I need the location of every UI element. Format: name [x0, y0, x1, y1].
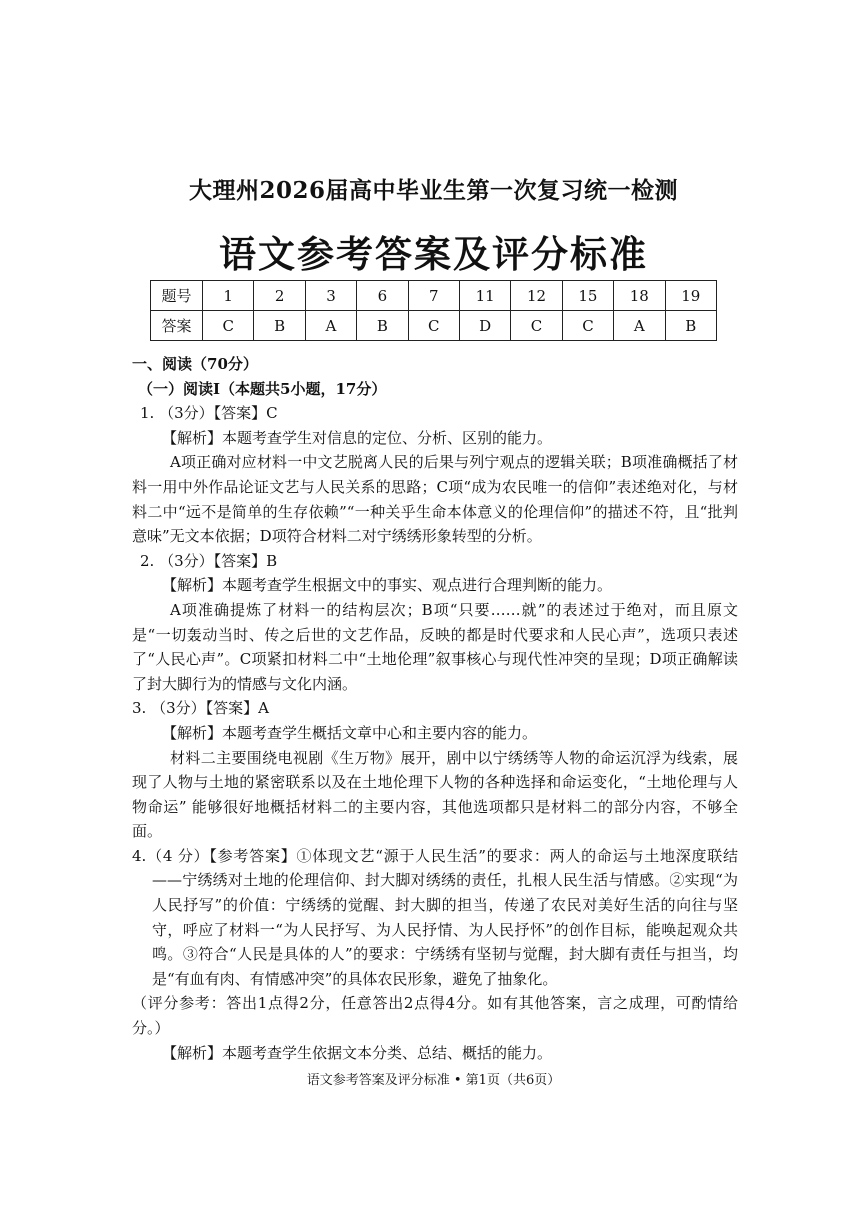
question-number-cell: 7 — [408, 281, 459, 311]
answer-cell: C — [408, 311, 459, 341]
question-3-explanation: 材料二主要围绕电视剧《生万物》展开，剧中以宁绣绣等人物的命运沉浮为线索，展现了人物与土地的紧密联系以及在土地伦理下人物的各种选择和命运变化，“土地伦理与人物命运” 能够很好地概括材料二的主要内容，其他选项都只是材料二的部分内容，不够全面。 — [132, 748, 738, 841]
question-number-cell: 18 — [614, 281, 665, 311]
answer-cell: B — [357, 311, 408, 341]
answer-cell: D — [459, 311, 510, 341]
answer-cell: C — [511, 311, 562, 341]
question-3-analysis: 【解析】本题考查学生概括文章中心和主要内容的能力。 — [162, 723, 538, 742]
question-1-analysis: 【解析】本题考查学生对信息的定位、分析、区别的能力。 — [162, 428, 553, 447]
question-number-cell: 1 — [203, 281, 254, 311]
document-title: 语文参考答案及评分标准 — [219, 232, 648, 276]
question-number-cell: 12 — [511, 281, 562, 311]
answer-table — [150, 280, 717, 341]
question-2-analysis: 【解析】本题考查学生根据文中的事实、观点进行合理判断的能力。 — [162, 576, 613, 595]
subsection-heading: （一）阅读Ⅰ（本题共5小题，17分） — [138, 379, 387, 398]
question-number-cell: 2 — [254, 281, 305, 311]
question-4-scoring-note: （评分参考：答出1点得2分，任意答出2点得4分。如有其他答案，言之成理，可酌情给分。） — [132, 994, 738, 1038]
answer-cell: C — [562, 311, 613, 341]
row-label-number: 题号 — [151, 281, 203, 311]
answer-cell: C — [203, 311, 254, 341]
answer-cell: A — [614, 311, 665, 341]
exam-title: 大理州2026届高中毕业生第一次复习统一检测 — [188, 177, 678, 204]
question-1-explanation: A项正确对应材料一中文艺脱离人民的后果与列宁观点的逻辑关联；B项准确概括了材料一用中外作品论证文艺与人民关系的思路；C项“成为农民唯一的信仰”表述绝对化，与材料二中“远不是简单的生存依赖”“一种关乎生命本体意义的伦理信仰”的描述不符，且“批判意味”无文本依据；D项符合材料二对宁绣绣形象转型的分析。 — [132, 453, 738, 546]
answer-content — [132, 352, 738, 1065]
answer-table-row-numbers — [151, 281, 717, 311]
answer-cell: B — [665, 311, 716, 341]
question-3-answer: 3. （3分）【答案】A — [132, 699, 269, 718]
question-number-cell: 19 — [665, 281, 716, 311]
question-number-cell: 3 — [305, 281, 356, 311]
question-number-cell: 11 — [459, 281, 510, 311]
question-1-answer: 1. （3分）【答案】C — [140, 404, 278, 423]
answer-cell: B — [254, 311, 305, 341]
question-2-explanation: A项准确提炼了材料一的结构层次；B项“只要……就”的表述过于绝对，而且原文是“一切轰动当时、传之后世的文艺作品，反映的都是时代要求和人民心声”，选项只表述了“人民心声”。C项紧扣材料二中“土地伦理”叙事核心与现代性冲突的呈现；D项正确解读了封大脚行为的情感与文化内涵。 — [132, 600, 738, 693]
page-footer: 语文参考答案及评分标准 • 第1页（共6页） — [306, 1073, 561, 1088]
question-4-reference-answer: 4.（4 分）【参考答案】①体现文艺“源于人民生活”的要求：两人的命运与土地深度联结——宁绣绣对土地的伦理信仰、封大脚对绣绣的责任，扎根人民生活与情感。②实现“为人民抒写”的价值：宁绣绣的觉醒、封大脚的担当，传递了农民对美好生活的向往与坚守，呼应了材料一“为人民抒写、为人民抒情、为人民抒怀”的创作目标，能唤起观众共鸣。③符合“人民是具体的人”的要求：宁绣绣有坚韧与觉醒，封大脚有责任与担当，均是“有血有肉、有情感冲突”的具体农民形象，避免了抽象化。 — [132, 846, 738, 988]
question-4-analysis: 【解析】本题考查学生依据文本分类、总结、概括的能力。 — [162, 1043, 553, 1062]
question-2-answer: 2. （3分）【答案】B — [140, 551, 278, 570]
section-heading: 一、阅读（70分） — [132, 355, 258, 373]
answer-cell: A — [305, 311, 356, 341]
question-number-cell: 6 — [357, 281, 408, 311]
answer-table-row-answers — [151, 311, 717, 341]
question-number-cell: 15 — [562, 281, 613, 311]
row-label-answer: 答案 — [151, 311, 203, 341]
